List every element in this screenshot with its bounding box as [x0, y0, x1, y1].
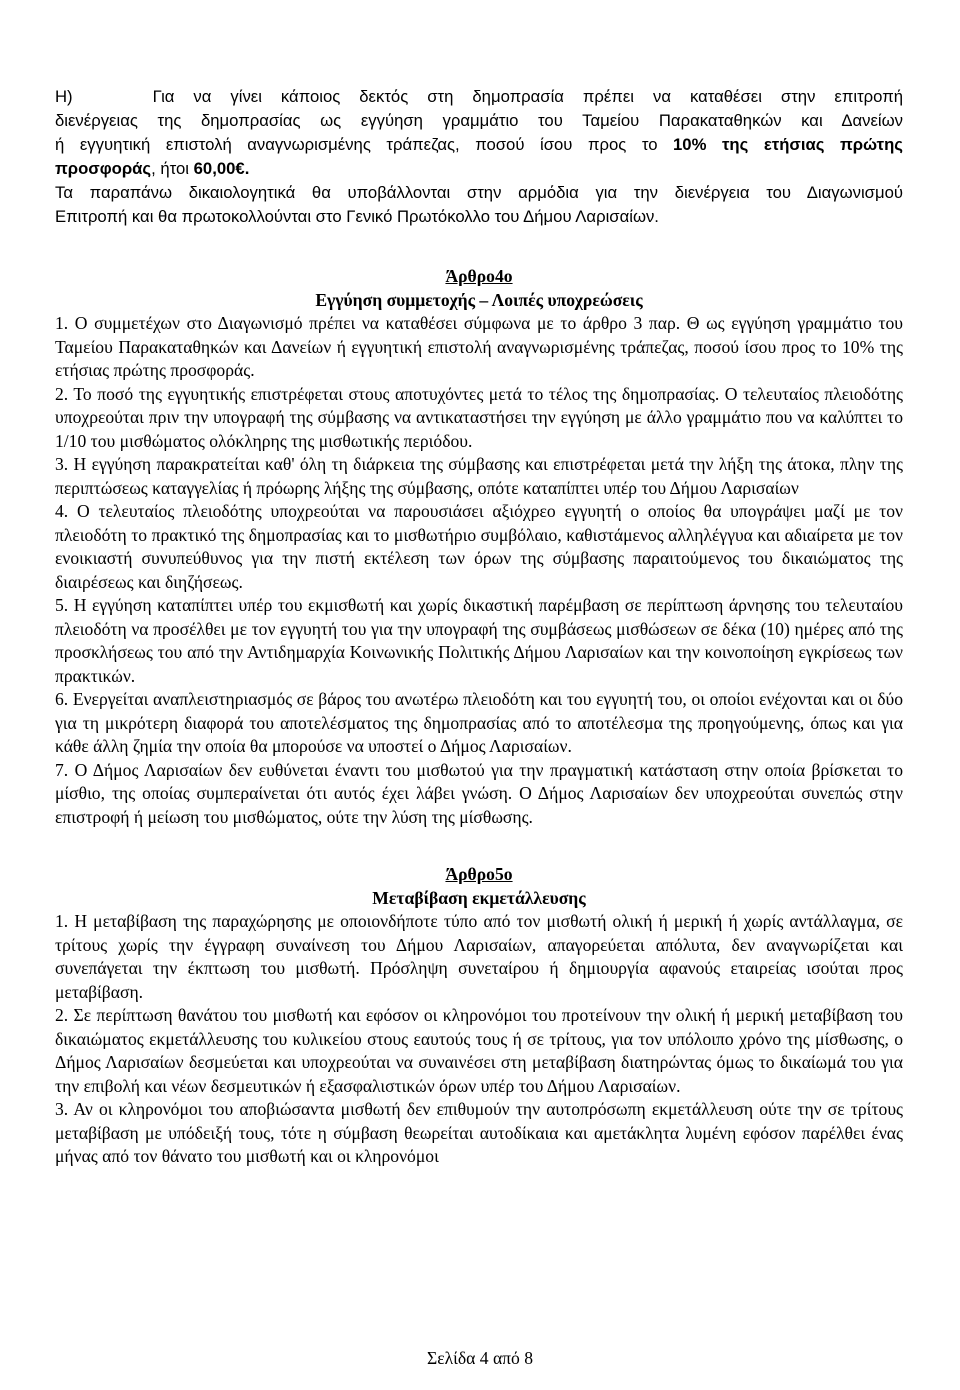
article-5-subtitle: Μεταβίβαση εκμετάλλευσης [372, 888, 586, 908]
section-h-line-1 [55, 85, 903, 109]
article-5-title: Άρθρο5ο [445, 864, 513, 884]
article-4-paragraph-6: 6. Ενεργείται αναπλειστηριασμός σε βάρος του ανωτέρω πλειοδότη και του εγγυητή του, οι οποίοι ενέχονται και οι δύο για τη μικρότερη διαφορά του αποτελέσματος της δημοπρασίας από το αποτέλεσμα της προηγούμενης, όπως και για κάθε άλλη ζημία την οποία θα μπορούσε να υποστεί ο Δήμος Λαρισαίων. [55, 689, 903, 756]
article-4-paragraph-1: 1. Ο συμμετέχων στο Διαγωνισμό πρέπει να καταθέσει σύμφωνα με το άρθρο 3 παρ. Θ ως εγγύηση γραμμάτιο του Ταμείου Παρακαταθηκών και Δανείων ή εγγυητική επιστολή αναγνωρισμένης τράπεζας, ποσού ίσου προς το 10% της ετήσιας πρώτης προσφοράς. [55, 313, 903, 380]
article-5-body [55, 910, 903, 1169]
section-h-text-4: , ήτοι [151, 159, 190, 178]
section-h [55, 85, 903, 229]
article-4-body [55, 312, 903, 829]
article-5-paragraph-3: 3. Αν οι κληρονόμοι του αποβιώσαντα μισθωτή δεν επιθυμούν την αυτοπρόσωπη εκμετάλλευση ούτε την σε τρίτους μεταβίβαση με υπόδειξή τους, τότε η σύμβαση θεωρείται αυτοδίκαια και αμετάκλητα λυμένη εφόσον παρέλθει ένας μήνας από τον θάνατο του μισθωτή και οι κληρονόμοι [55, 1099, 903, 1166]
section-h-line-4 [55, 157, 903, 181]
article-4-paragraph-5: 5. Η εγγύηση καταπίπτει υπέρ του εκμισθωτή και χωρίς δικαστική παρέμβαση σε περίπτωση άρνησης του τελευταίου πλειοδότη να προσέλθει με τον εγγυητή του για την υπογραφή της συμβάσεως μισθώσεων σε δέκα (10) ημέρες από της προσκλήσεως του από την Αντιδημαρχία Κοινωνικής Πολιτικής Δήμου Λαρισαίων και την κοινοποίηση εγκρίσεως των πρακτικών. [55, 595, 903, 686]
section-h-bold-offer: προσφοράς [55, 159, 152, 178]
article-5-paragraph-1: 1. Η μεταβίβαση της παραχώρησης με οποιονδήποτε τύπο από τον μισθωτή ολική ή μερική ή χωρίς αντάλλαγμα, σε τρίτους χωρίς την έγγραφη συναίνεση του Δήμου Λαρισαίων, απαγορεύεται απόλυτα, δεν αναγνωρίζεται και συνεπάγεται την έκπτωση του μισθωτή. Πρόσληψη συνεταίρου ή δημιουργία αφανούς εταιρείας ισούται προς μεταβίβαση. [55, 911, 903, 1002]
article-4-paragraph-4: 4. Ο τελευταίος πλειοδότης υποχρεούται να παρουσιάσει αξιόχρεο εγγυητή ο οποίος θα υπογράψει μαζί με τον πλειοδότη το πρακτικό της δημοπρασίας και το μισθωτήριο συμβόλαιο, καθιστάμενος αλληλέγγυα και αδιαίρετα με τον ενοικιαστή συνυπεύθυνος για την πιστή εκτέλεση των όρων της σύμβασης παραιτούμενος του δικαιώματος της διαιρέσεως και διηζήσεως. [55, 501, 903, 592]
article-4-paragraph-7: 7. Ο Δήμος Λαρισαίων δεν ευθύνεται έναντι του μισθωτού για την πραγματική κατάσταση στην οποία βρίσκεται το μίσθιο, της οποίας συμπεραίνεται ότι αυτός έχει λάβει γνώση. Ο Δήμος Λαρισαίων δεν υποχρεούται συνεπώς στην επιστροφή ή μείωση του μισθώματος, ούτε την λύση της μίσθωσης. [55, 759, 903, 827]
section-h-line-3 [55, 133, 903, 157]
section-h-text-1: Για να γίνει κάποιος δεκτός στη δημοπρασία πρέπει να καταθέσει στην επιτροπή [152, 87, 903, 106]
article-4-subtitle: Εγγύηση συμμετοχής – Λοιπές υποχρεώσεις [315, 290, 643, 310]
section-h-line-2: διενέργειας της δημοπρασίας ως εγγύηση γραμμάτιο του Ταμείου Παρακαταθηκών και Δανείων [55, 111, 903, 130]
article-5-paragraph-2: 2. Σε περίπτωση θανάτου του μισθωτή και εφόσον οι κληρονόμοι του προτείνουν την ολική ή μερική μεταβίβαση του δικαιώματος εκμετάλλευσης του κυλικείου στους εαυτούς τους ή σε τρίτους, για τον υπόλοιπο χρόνο της μίσθωσης, ο Δήμος Λαρισαίων δεσμεύεται και υποχρεούται να συναινέσει στη μεταβίβαση διατηρώντας όμως το δικαίωμά του για την επιβολή και νέων δεσμευτικών ή εξασφαλιστικών όρων υπέρ του Δήμου Λαρισαίων. [55, 1005, 903, 1096]
section-h-line-5: Τα παραπάνω δικαιολογητικά θα υποβάλλονται στην αρμόδια για την διενέργεια του Διαγωνισμού [55, 183, 903, 202]
page-number-footer: Σελίδα 4 από 8 [426, 1348, 534, 1368]
article-4-title: Άρθρο4ο [445, 266, 513, 286]
section-h-text-3: ή εγγυητική επιστολή αναγνωρισμένης τράπεζας, ποσού ίσου προς το [55, 135, 658, 154]
section-h-amount: 60,00€. [193, 159, 250, 178]
section-h-bold-percent: 10% της ετήσιας πρώτης [673, 135, 903, 154]
section-h-marker: Η) [55, 87, 73, 106]
document-page [55, 85, 903, 1169]
section-h-line-6: Επιτροπή και θα πρωτοκολλούνται στο Γενικό Πρωτόκολλο του Δήμου Λαρισαίων. [55, 207, 659, 226]
article-4-paragraph-2: 2. Το ποσό της εγγυητικής επιστρέφεται στους αποτυχόντες μετά το τέλος της δημοπρασίας. Ο τελευταίος πλειοδότης υποχρεούται πριν την υπογραφή της σύμβασης να αντικαταστήσει την εγγύηση με άλλο γραμμάτιο που να καλύπτει το 1/10 του μισθώματος ολόκληρης της μισθωτικής περιόδου. [55, 383, 903, 451]
article-4-paragraph-3: 3. Η εγγύηση παρακρατείται καθ' όλη τη διάρκεια της σύμβασης και επιστρέφεται μετά την λήξη της άτοκα, πλην της περιπτώσεως καταγγελίας ή πρόωρης λήξης της σύμβασης, οπότε καταπίπτει υπέρ του Δήμου Λαρισαίων [55, 454, 903, 498]
